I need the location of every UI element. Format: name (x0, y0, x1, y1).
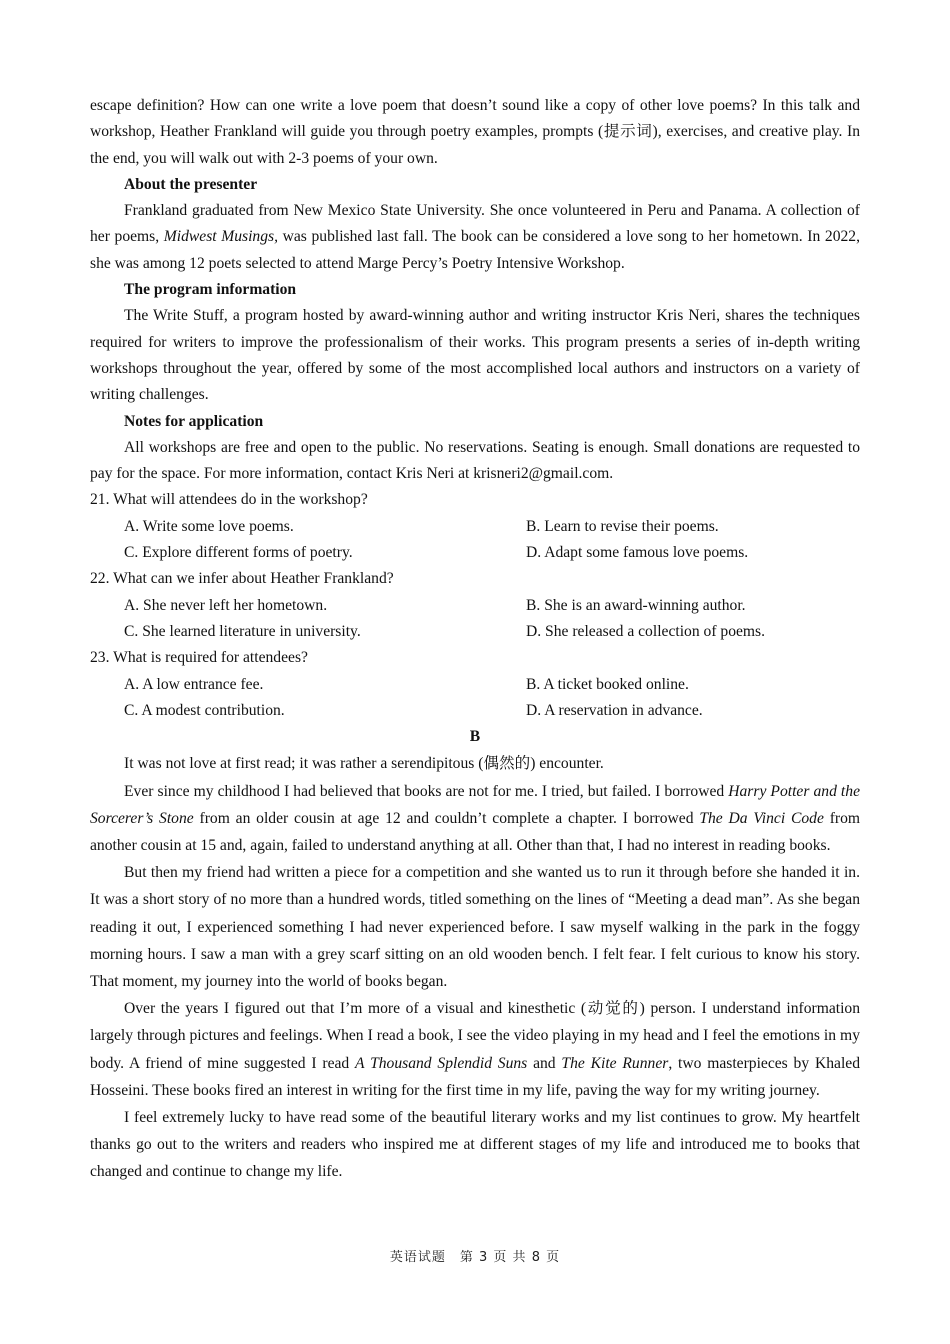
page-footer: 英语试题 第 3 页 共 8 页 (389, 1250, 561, 1265)
section-b-label: B (469, 728, 481, 746)
passage-b (90, 750, 860, 1185)
question-21-stem: 21. What will attendees do in the workshop? (90, 491, 368, 509)
question-22-option-a: A. She never left her hometown. (124, 596, 328, 614)
program-heading: The program information (124, 281, 297, 299)
question-23-option-a: A. A low entrance fee. (124, 675, 264, 693)
p4-text-1: Over the years I figured out that I’m more of a visual and kinesthetic (动觉的) person. I understand information largely through pictures and feelings. When I read a book, I see the video playing in my head and I feel the emotions in my body. A friend of mine suggested I read (90, 1000, 860, 1072)
question-22-options-row-2 (90, 619, 860, 645)
p4-text-3: , two masterpieces by Khaled Hosseini. These books fired an interest in writing for the first time in my life, paving the way for my writing journey. (90, 1054, 860, 1099)
presenter-heading: About the presenter (124, 175, 258, 193)
question-22-stem: 22. What can we infer about Heather Frankland? (90, 570, 394, 588)
p2-text-1: Ever since my childhood I had believed that books are not for me. I tried, but failed. I borrowed (124, 782, 729, 800)
presenter-text-1: Frankland graduated from New Mexico State University. She once volunteered in Peru and Panama. A collection of her poems, (90, 202, 860, 246)
question-21-option-a: A. Write some love poems. (124, 517, 294, 535)
p2-text-3: from another cousin at 15 and, again, failed to understand anything at all. Other than that, I had no interest in reading books. (90, 809, 861, 855)
presenter-text-2: was published last fall. The book can be considered a love song to her hometown. In 2022, she was among 12 poets selected to attend Marge Percy’s Poetry Intensive Workshop. (90, 228, 860, 272)
question-21-options-row-2 (90, 540, 860, 566)
book-title-midwest-musings: Midwest Musings, (163, 228, 278, 246)
question-23-option-b: B. A ticket booked online. (526, 675, 689, 693)
passage-b-paragraph-1: It was not love at first read; it was rather a serendipitous (偶然的) encounter. (124, 755, 604, 773)
exam-page (90, 93, 860, 1186)
passage-b-paragraph-5: I feel extremely lucky to have read some of the beautiful literary works and my list continues to grow. My heartfelt thanks go out to the writers and readers who inspired me at different stages of my life and introduced me to books that changed and continue to change my life. (90, 1109, 860, 1181)
p2-text-2: from an older cousin at age 12 and couldn’t complete a chapter. I borrowed (193, 809, 700, 827)
question-21-option-d: D. Adapt some famous love poems. (526, 544, 749, 562)
p4-text-2: and (527, 1054, 562, 1072)
book-title-thousand-splendid-suns: A Thousand Splendid Suns (355, 1054, 528, 1072)
book-title-kite-runner: The Kite Runner (561, 1054, 669, 1072)
question-22-option-d: D. She released a collection of poems. (526, 622, 766, 640)
question-23-option-d: D. A reservation in advance. (526, 701, 703, 719)
question-22-option-b: B. She is an award-winning author. (526, 596, 746, 614)
question-21-option-b: B. Learn to revise their poems. (526, 517, 719, 535)
passage-b-paragraph-3: But then my friend had written a piece for a competition and she wanted us to run it through before she handed it in. It was a short story of no more than a hundred words, titled something on the lines of “Meeting a dead man”. As she began reading it out, I experienced something I had never experienced before. I saw myself walking in the park in the foggy morning hours. I saw a man with a grey scarf sitting on an old wooden bench. I felt fear. I felt curious to know his story. That moment, my journey into the world of books began. (90, 864, 860, 991)
notes-paragraph: All workshops are free and open to the public. No reservations. Seating is enough. Small donations are requested to pay for the space. For more information, contact Kris Neri at krisneri2@gmail.com. (90, 438, 860, 483)
question-23-option-c: C. A modest contribution. (124, 701, 285, 719)
notes-heading: Notes for application (124, 412, 264, 430)
question-21-option-c: C. Explore different forms of poetry. (124, 544, 353, 562)
question-22-option-c: C. She learned literature in university. (124, 622, 361, 640)
passage-b-paragraph-4 (90, 995, 860, 1104)
presenter-paragraph (90, 198, 860, 277)
book-title-harry-potter: Harry Potter and the Sorcerer’s Stone (90, 782, 860, 827)
question-23-options-row-2 (90, 698, 860, 724)
question-23-stem: 23. What is required for attendees? (90, 649, 308, 667)
question-22-options-row-1 (90, 593, 860, 619)
question-21-options-row-1 (90, 514, 860, 540)
passage-b-paragraph-2 (90, 778, 860, 860)
book-title-da-vinci-code: The Da Vinci Code (699, 809, 824, 827)
question-23-options-row-1 (90, 672, 860, 698)
passage-a-intro: escape definition? How can one write a love poem that doesn’t sound like a copy of other love poems? In this talk and workshop, Heather Frankland will guide you through poetry examples, prompts (提示词), exercises, and creative play. In the end, you will walk out with 2-3 poems of your own. (90, 97, 860, 167)
program-paragraph: The Write Stuff, a program hosted by award-winning author and writing instructor Kris Neri, shares the techniques required for writers to improve the professionalism of their works. This program presents a series of in-depth writing workshops throughout the year, offered by some of the most accomplished local authors and instructors on a variety of writing challenges. (90, 307, 860, 404)
